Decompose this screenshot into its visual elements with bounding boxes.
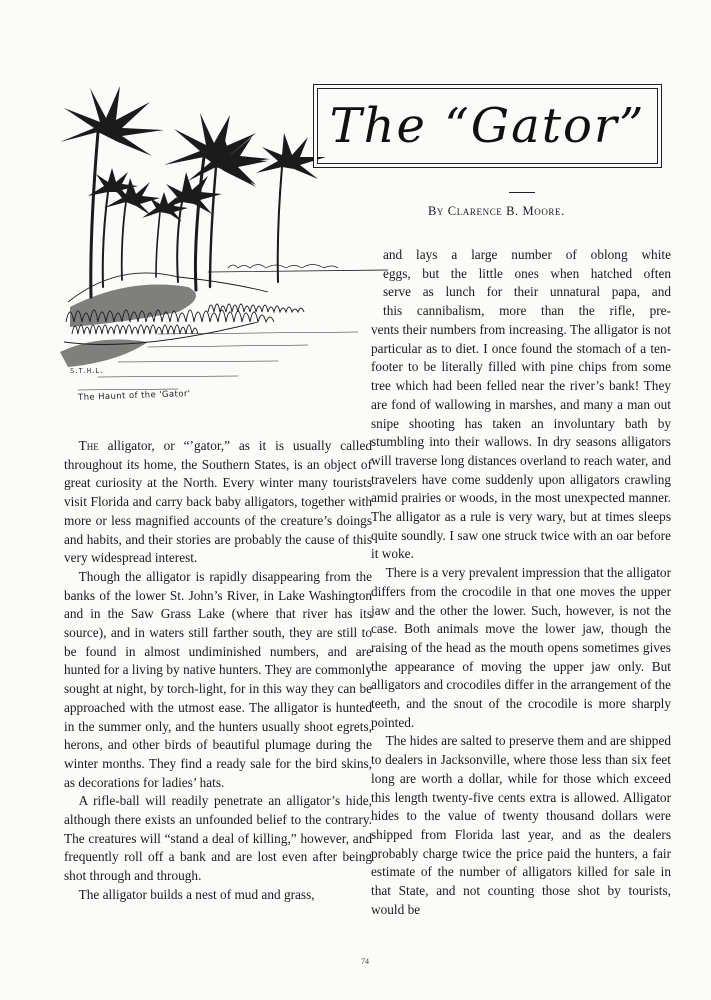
- lead-word: The: [78, 438, 99, 453]
- text-line: this cannibalism, more than the rifle, pre-: [383, 303, 671, 319]
- title-rule: [509, 192, 535, 193]
- paragraph: The hides are salted to preserve them and are shipped to dealers in Jacksonville, where those less than six feet long are worth a dollar, while for those which exceed this length twenty-five cents extra is allowed. Alligator hides to the value of twenty thousand dollars were shipped from Florida last year, and as the dealers probably charge twice the price paid the hunters, a fair estimate of the number of alligators killed for sale in that State, and not counting those shot by tourists, would be: [371, 733, 671, 917]
- article-title: The “Gator”: [329, 98, 646, 154]
- artist-signature: S.T.H.L.: [70, 367, 104, 375]
- byline: By Clarence B. Moore.: [428, 204, 565, 218]
- paragraph-text: alligator, or “’gator,” as it is usually called throughout its home, the Southern States, is an object of great curiosity at the North. Every winter many tourists visit Florida and carry back baby alligators, together with more or less magnified accounts of the creature’s doings and habits, and their stories are probably the cause of this very widespread interest.: [64, 438, 372, 566]
- paragraph: [64, 437, 372, 568]
- paragraph: The alligator builds a nest of mud and grass,: [78, 886, 315, 902]
- paragraph: There is a very prevalent impression that the alligator differs from the crocodile in that one moves the upper jaw and the other the lower. Such, however, is not the case. Both animals move the lower jaw, though the raising of the head as the mouth opens sometimes gives the appearance of moving the upper jaw only. But alligators and crocodiles differ in the arrangement of the teeth, and the snout of the crocodile is more sharply pointed.: [371, 565, 671, 730]
- illustration-caption: The Haunt of the 'Gator': [77, 389, 191, 403]
- text-line: serve as lunch for their unnatural papa, and: [383, 284, 671, 300]
- text-line: and lays a large number of oblong white: [383, 247, 671, 262]
- left-column: [64, 437, 372, 905]
- paragraph: Though the alligator is rapidly disappearing from the banks of the lower St. John’s River, in Lake Washington and in the Saw Grass Lake (where that river has its source), and in waters still farther south, they are still to be found in almost undiminished numbers, and are hunted for a living by native hunters. They are commonly sought at night, by torch-light, for in this way they can be approached with the utmost ease. The alligator is hunted in the summer only, and the hunters usually shoot egrets, herons, and other birds of beautiful plumage during the winter months. They find a ready sale for the bird skins, as decorations for ladies’ hats.: [64, 568, 372, 790]
- title-box: [313, 84, 662, 168]
- right-column: [371, 321, 671, 920]
- paragraph: A rifle-ball will readily penetrate an alligator’s hide, although there exists an unfounded belief to the contrary. The creatures will “stand a deal of killing,” however, and frequently roll off a bank and are lost even after being shot through and through.: [64, 793, 372, 884]
- paragraph: vents their numbers from increasing. The alligator is not particular as to diet. I once found the stomach of a ten-footer to be literally filled with pine chips from some tree which had been felled near the river’s bank! They are fond of wallowing in marshes, and many a man out snipe shooting has taken an involuntary bath by stumbling into their wallows. In dry seasons alligators will traverse long distances overland to reach water, and travelers have come suddenly upon alligators crawling amid prairies or woods, in the most unexpected manner. The alligator as a rule is very wary, but at times sleeps quite soundly. I saw one struck twice with an oar before it woke.: [371, 322, 671, 562]
- page-number: 74: [361, 957, 369, 966]
- text-line: eggs, but the little ones when hatched often: [383, 265, 671, 281]
- right-column-top: [383, 246, 671, 321]
